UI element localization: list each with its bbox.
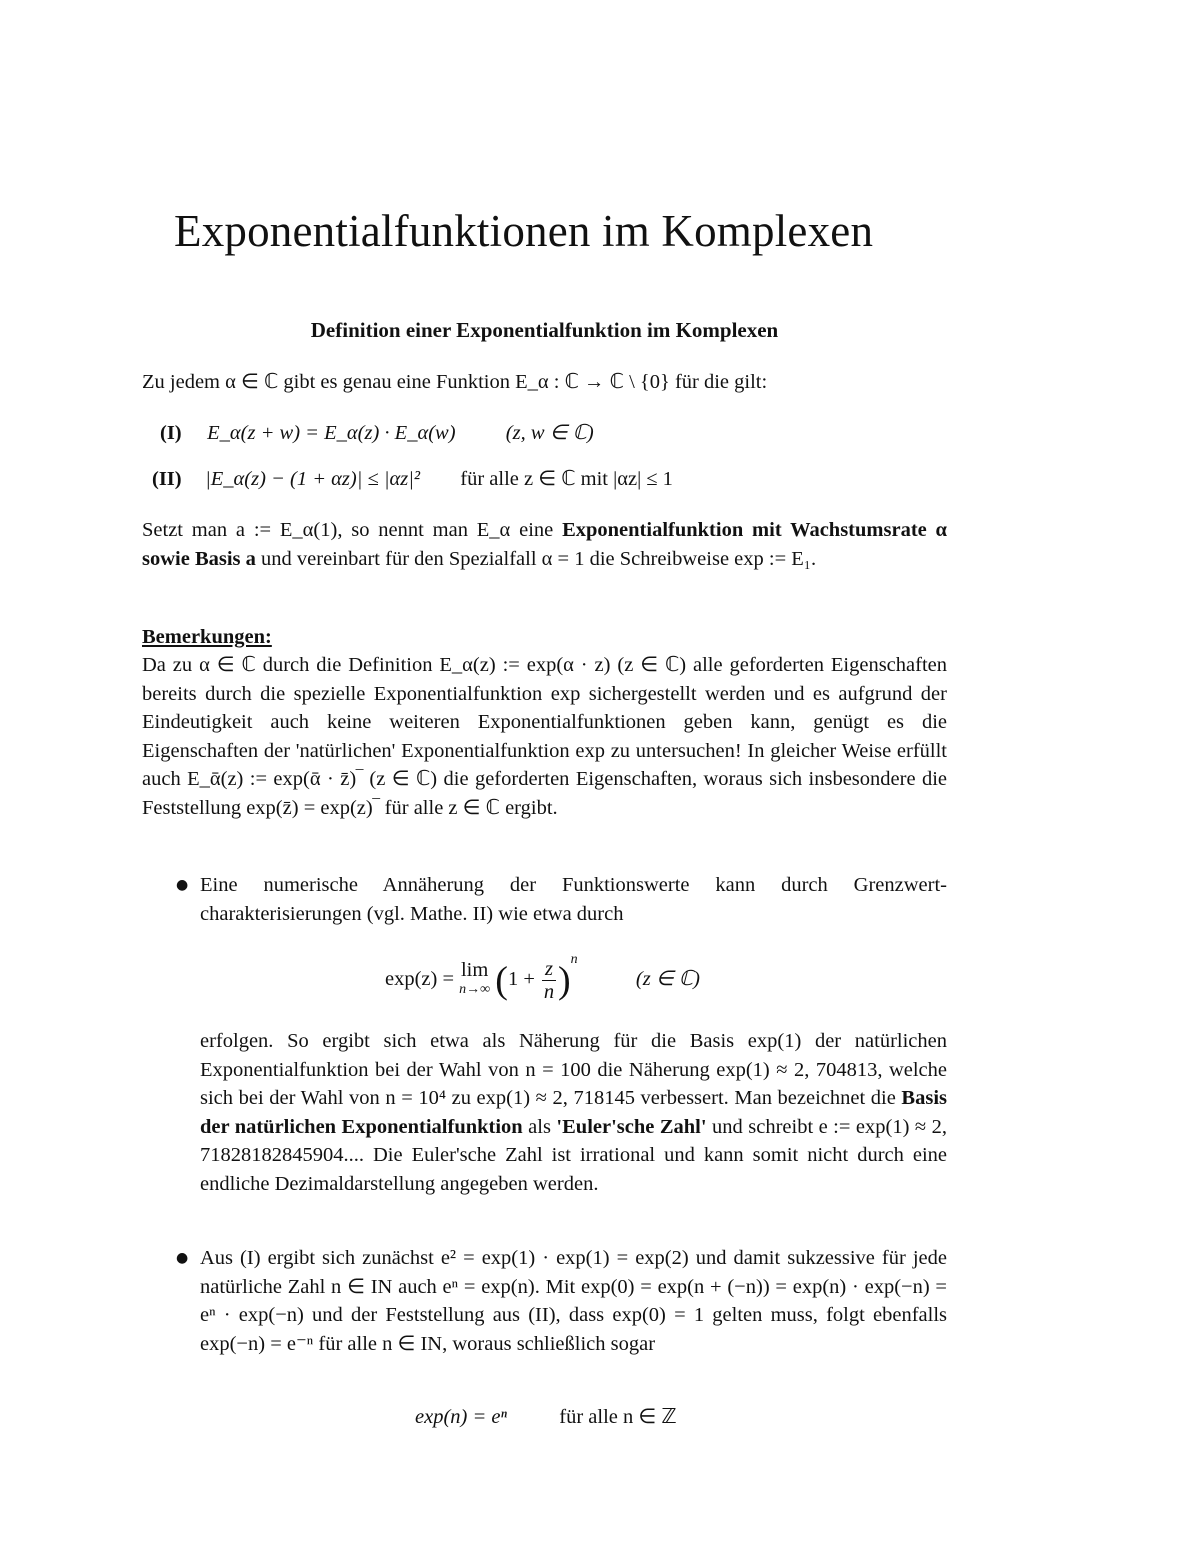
limit-condition: (z ∈ ℂ) (635, 968, 700, 990)
right-paren: ) (557, 959, 571, 1002)
final-condition: für alle n ∈ ℤ (559, 1406, 677, 1428)
limit-operator (459, 960, 490, 1000)
page-title: Exponentialfunktionen im Komplexen (174, 206, 874, 256)
bullet-1-marker: ● (176, 877, 189, 893)
property-1-label: (I) (160, 422, 182, 444)
fraction-denominator: n (543, 980, 555, 1003)
definition-bold: Exponentialfunktion mit Wachstumsrate α sowie Basis a (142, 519, 947, 570)
property-2-label: (II) (152, 468, 182, 490)
fraction-numerator: z (542, 958, 556, 981)
property-2-formula: |E_α(z) − (1 + αz)| ≤ |αz|² (205, 468, 421, 490)
definition-part-1: Setzt man a := E_α(1), so nennt man E_α eine (142, 519, 563, 541)
bullet-1-part-1: erfolgen. So ergibt sich etwa als Näherung für die Basis exp(1) der natürlichen Exponentialfunktion bei der Wahl von n = 100 die Näherung exp(1) ≈ 2, 704813, welche sich bei der Wahl von n = 10⁴ zu exp(1) ≈ 2, 718145 verbessert. Man bezeichnet die (200, 1030, 947, 1109)
bullet-1-part-2: als (522, 1115, 557, 1138)
bullet-1-bold-2: 'Euler'sche Zahl' (556, 1115, 707, 1138)
limit-one: 1 + (507, 968, 535, 990)
property-2-condition: für alle z ∈ ℂ mit |αz| ≤ 1 (460, 468, 673, 490)
property-2 (152, 466, 673, 491)
limit-subscript: n→∞ (459, 982, 491, 998)
limit-word: lim (460, 959, 489, 982)
bullet-1-body (200, 1027, 947, 1198)
bullet-2-marker: ● (176, 1250, 189, 1266)
remarks-heading: Bemerkungen: (142, 626, 272, 648)
intro-text: Zu jedem α ∈ ℂ gibt es genau eine Funktion E_α : ℂ → ℂ \ {0} für die gilt: (142, 371, 768, 393)
final-formula: exp(n) = eⁿ (415, 1406, 507, 1428)
definition-text (142, 516, 947, 573)
bullet-1-part-3: und schreibt e := exp(1) ≈ 2, 71828182845904.... Die Euler'sche Zahl ist irrational und kann somit nicht durch eine endliche Dezimaldarstellung angegeben werden. (200, 1115, 947, 1195)
limit-exponent: n (570, 952, 578, 967)
bullet-2-text: Aus (I) ergibt sich zunächst e² = exp(1) · exp(1) = exp(2) und damit sukzessive für jede natürliche Zahl n ∈ IN auch eⁿ = exp(n). Mit exp(0) = exp(n + (−n)) = exp(n) · exp(−n) = eⁿ · exp(−n) und der Feststellung aus (II), dass exp(0) = 1 gelten muss, folgt ebenfalls exp(−n) = e⁻ⁿ für alle n ∈ IN, woraus schließlich sogar (200, 1247, 947, 1355)
limit-lhs: exp(z) = (385, 968, 455, 990)
definition-heading: Definition einer Exponentialfunktion im Komplexen (310, 318, 779, 342)
property-1 (160, 420, 594, 445)
property-1-condition: (z, w ∈ ℂ) (505, 422, 594, 444)
remarks-text: Da zu α ∈ ℂ durch die Definition E_α(z) := exp(α · z) (z ∈ ℂ) alle geforderten Eigenschaften bereits durch die spezielle Exponentialfunktion exp sichergestellt werden und es aufgrund der Eindeutigkeit auch keine weiteren Exponentialfunktionen geben kann, genügt es die Eigenschaften der 'natürlichen' Exponentialfunktion exp zu untersuchen! In gleicher Weise erfüllt auch E_ᾱ(z) := exp(ᾱ · z̄)‾ (z ∈ ℂ) die geforderten Eigenschaften, woraus sich insbesondere die Feststellung exp(z̄) = exp(z)‾ für alle z ∈ ℂ ergibt. (142, 654, 947, 819)
bullet-1-intro: Eine numerische Annäherung der Funktionswerte kann durch Grenzwert-charakterisierungen (vgl. Mathe. II) wie etwa durch (200, 874, 947, 925)
limit-equation (385, 952, 700, 1003)
definition-part-2: und vereinbart für den Spezialfall α = 1 die Schreibweise exp := E₁. (255, 547, 817, 570)
final-equation (415, 1404, 677, 1429)
property-1-formula: E_α(z + w) = E_α(z) · E_α(w) (207, 422, 456, 444)
bullet-1-bold-1: Basis der natürlichen Exponentialfunktion (200, 1087, 947, 1138)
left-paren: ( (495, 959, 508, 1002)
fraction (542, 958, 556, 1003)
